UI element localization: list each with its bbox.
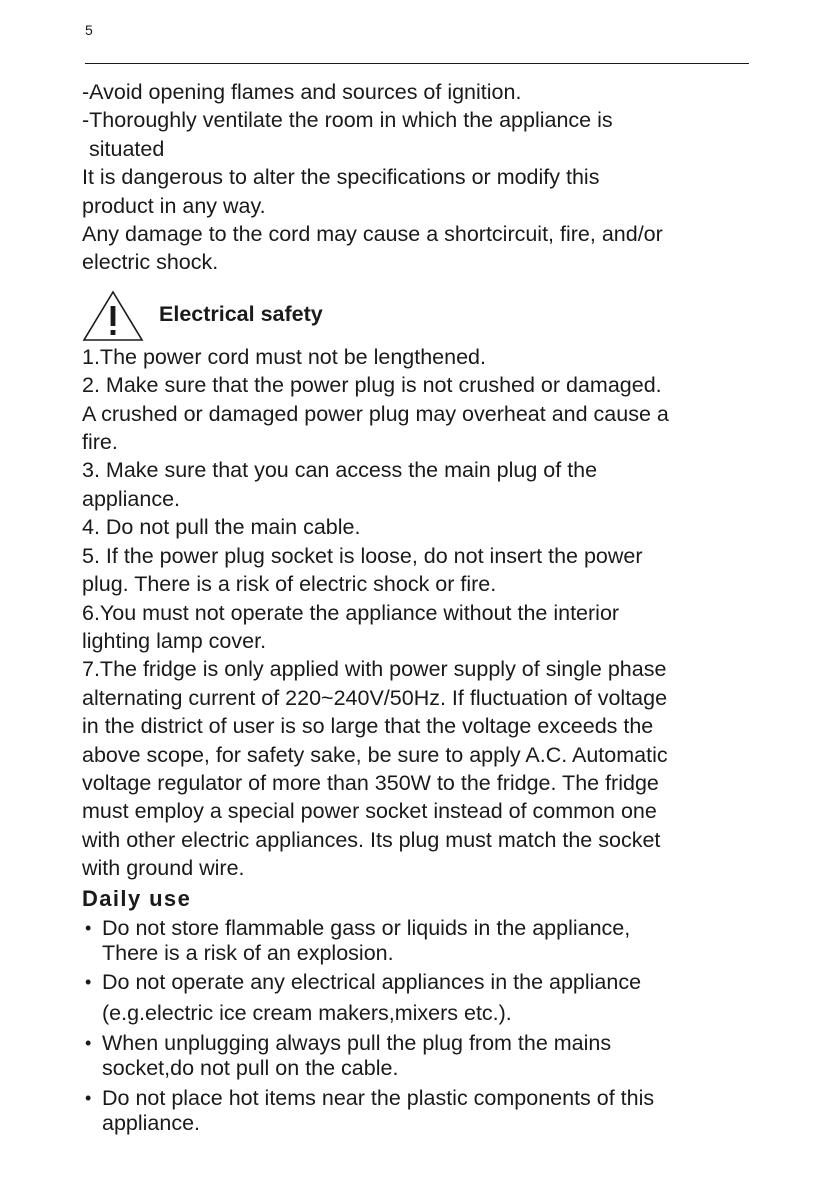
electrical-line: 1.The power cord must not be lengthened. xyxy=(82,344,486,369)
electrical-line: A crushed or damaged power plug may overheat and cause a xyxy=(82,401,669,426)
intro-line: -Thoroughly ventilate the room in which the appliance is xyxy=(82,108,613,133)
page-number: 5 xyxy=(85,22,93,38)
electrical-line: with ground wire. xyxy=(82,856,245,881)
list-item xyxy=(82,1031,754,1082)
bullet-text: Do not place hot items near the plastic components of this xyxy=(102,1085,655,1110)
intro-line: Any damage to the cord may cause a shortcircuit, fire, and/or xyxy=(82,222,663,247)
electrical-line: 7.The fridge is only applied with power supply of single phase xyxy=(82,657,667,682)
electrical-line: lighting lamp cover. xyxy=(82,628,267,653)
electrical-line: above scope, for safety sake, be sure to apply A.C. Automatic xyxy=(82,742,668,767)
electrical-line: 5. If the power plug socket is loose, do not insert the power xyxy=(82,543,643,568)
bullet-text: Do not store flammable gass or liquids in the appliance, xyxy=(102,915,631,940)
intro-line: electric shock. xyxy=(82,250,219,275)
bullet-icon: • xyxy=(85,971,92,992)
intro-line: It is dangerous to alter the specifications or modify this xyxy=(82,165,600,190)
bullet-text: appliance. xyxy=(102,1111,201,1136)
electrical-line: with other electric appliances. Its plug must match the socket xyxy=(82,827,661,852)
electrical-line: alternating current of 220~240V/50Hz. If fluctuation of voltage xyxy=(82,685,668,710)
intro-line: product in any way. xyxy=(82,193,266,218)
electrical-line: voltage regulator of more than 350W to the fridge. The fridge xyxy=(82,770,659,795)
warning-triangle-icon xyxy=(82,290,144,342)
list-item xyxy=(82,1086,754,1137)
bullet-text: socket,do not pull on the cable. xyxy=(102,1056,399,1081)
bullet-text: (e.g.electric ice cream makers,mixers etc.). xyxy=(102,1001,512,1026)
bullet-text: There is a risk of an explosion. xyxy=(102,941,394,966)
bullet-icon: • xyxy=(85,1087,92,1108)
electrical-line: 2. Make sure that the power plug is not crushed or damaged. xyxy=(82,373,662,398)
header-rule xyxy=(85,63,749,64)
section-title: Electrical safety xyxy=(159,301,323,326)
bullet-icon: • xyxy=(85,917,92,938)
electrical-safety-heading xyxy=(82,289,754,343)
page-content xyxy=(82,78,754,1137)
list-item xyxy=(82,970,754,1027)
bullet-text: When unplugging always pull the plug from the mains xyxy=(102,1030,612,1055)
electrical-line: 4. Do not pull the main cable. xyxy=(82,515,361,540)
electrical-line: in the district of user is so large that the voltage exceeds the xyxy=(82,714,654,739)
electrical-line: plug. There is a risk of electric shock or fire. xyxy=(82,572,497,597)
intro-line: situated xyxy=(89,136,165,161)
electrical-line: must employ a special power socket instead of common one xyxy=(82,799,657,824)
electrical-line: 6.You must not operate the appliance without the interior xyxy=(82,600,620,625)
list-item xyxy=(82,916,754,967)
intro-line: -Avoid opening flames and sources of ignition. xyxy=(82,80,522,104)
electrical-line: fire. xyxy=(82,430,118,455)
bullet-icon: • xyxy=(85,1032,92,1053)
electrical-line: appliance. xyxy=(82,486,181,511)
electrical-line: 3. Make sure that you can access the main plug of the xyxy=(82,458,598,483)
bullet-text: Do not operate any electrical appliances in the appliance xyxy=(102,969,642,994)
daily-use-heading: Daily use xyxy=(82,885,192,911)
